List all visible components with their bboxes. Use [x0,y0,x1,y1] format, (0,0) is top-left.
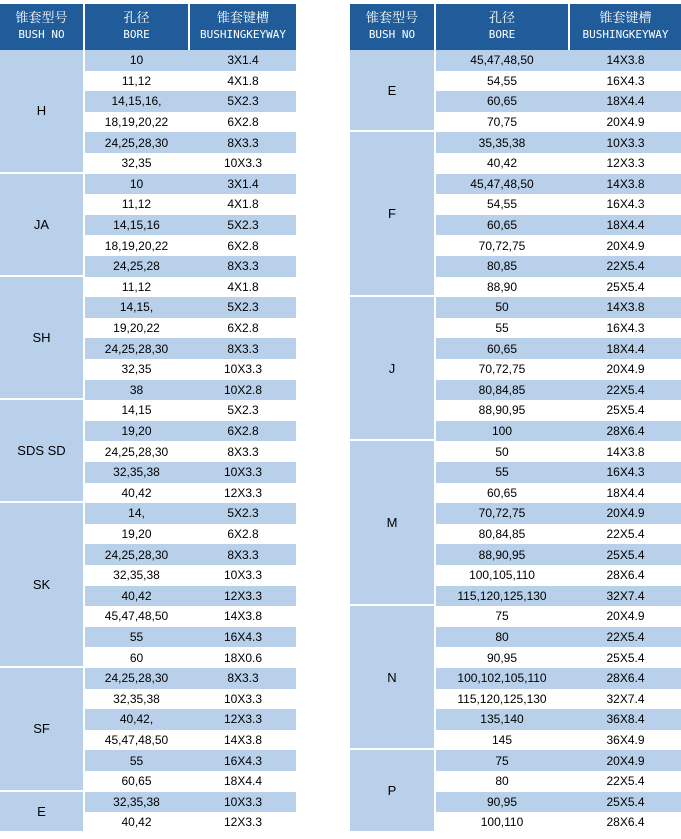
bore-cell: 88,90,95 [478,403,526,418]
bore-cell: 100,110 [480,815,524,830]
table-row [85,235,296,256]
bore-cell: 75 [495,609,509,624]
keyway-cell: 10X2.8 [223,382,263,397]
bore-cell: 11,12 [121,279,152,294]
keyway-cell: 20X4.9 [606,238,645,253]
bush-no-cell: E [350,50,434,132]
keyway-cell: 8X3.3 [227,547,259,562]
table-row [436,771,681,792]
table-row [85,256,296,277]
keyway-cell: 6X2.8 [227,527,259,542]
table-row [85,318,296,339]
bore-cell: 55 [495,321,509,336]
header-bore [436,4,568,50]
keyway-cell: 25X5.4 [606,403,645,418]
keyway-cell: 32X7.4 [606,691,645,706]
bore-cell: 24,25,28 [113,259,160,274]
keyway-cell: 22X5.4 [606,630,645,645]
table-row [436,709,681,730]
keyway-cell: 4X1.8 [227,73,259,88]
table-row [85,544,296,565]
bore-cell: 55 [129,753,144,768]
keyway-cell: 18X4.4 [606,94,645,109]
right-table-header [350,4,681,50]
keyway-cell: 22X5.4 [606,527,645,542]
keyway-cell: 18X0.6 [223,650,263,665]
table-row [436,586,681,607]
header-bore-en: BORE [488,28,516,41]
table-row [85,359,296,380]
header-bush-no [350,4,434,50]
header-keyway [570,4,681,50]
bore-cell: 10 [129,53,144,68]
bore-cell: 40,42 [121,815,152,830]
table-row [436,132,681,153]
keyway-cell: 16X4.3 [606,465,645,480]
keyway-cell: 5X2.3 [227,506,259,521]
keyway-cell: 10X3.3 [223,465,263,480]
keyway-cell: 10X3.3 [223,568,263,583]
bore-cell: 54,55 [486,197,518,212]
table-row [85,606,296,627]
bore-cell: 32,35 [121,362,152,377]
bore-cell: 40,42, [119,712,154,727]
keyway-cell: 8X3.3 [227,341,259,356]
table-row [436,215,681,236]
header-keyway-en: BUSHINGKEYWAY [582,28,669,41]
keyway-cell: 6X2.8 [227,321,259,336]
keyway-cell: 20X4.9 [606,362,645,377]
bore-cell: 115,120,125,130 [457,588,547,603]
table-row [436,689,681,710]
table-row [85,132,296,153]
table-row [436,359,681,380]
header-bore-en: BORE [123,28,150,41]
table-row [436,153,681,174]
left-table-body [0,50,296,833]
table-row [436,400,681,421]
keyway-cell: 20X4.9 [606,609,645,624]
bore-cell: 80 [495,774,509,789]
keyway-cell: 10X3.3 [606,135,645,150]
keyway-cell: 22X5.4 [606,382,645,397]
table-row [436,462,681,483]
keyway-cell: 16X4.3 [606,73,645,88]
bore-cell: 60 [129,650,144,665]
bore-cell: 19,20 [121,424,152,439]
bore-cell: 135,140 [480,712,524,727]
bore-cell: 55 [129,630,144,645]
bore-cell: 60,65 [486,218,518,233]
bore-cell: 100,105,110 [469,568,535,583]
table-row [85,565,296,586]
header-keyway-cn: 锥套键槽 [599,11,652,26]
bore-cell: 70,72,75 [478,362,526,377]
keyway-cell: 14X3.8 [223,609,263,624]
keyway-cell: 16X4.3 [223,753,263,768]
table-row [436,792,681,813]
bore-cell: 24,25,28,30 [104,547,169,562]
bore-cell: 18,19,20,22 [104,238,169,253]
table-row [436,256,681,277]
bore-cell: 19,20 [121,527,152,542]
keyway-cell: 18X4.4 [606,218,645,233]
bush-no-cell: N [350,606,434,750]
bore-cell: 88,90,95 [478,547,526,562]
keyway-cell: 36X4.9 [606,733,645,748]
keyway-cell: 25X5.4 [606,279,645,294]
table-row [85,400,296,421]
keyway-cell: 28X6.4 [606,568,645,583]
table-row [436,647,681,668]
table-row [85,709,296,730]
table-row [85,112,296,133]
header-bore-cn: 孔径 [488,11,515,26]
header-keyway-cn: 锥套键槽 [216,11,269,26]
keyway-cell: 3X1.4 [227,53,259,68]
table-row [436,750,681,771]
table-row [85,524,296,545]
bore-cell: 50 [495,444,509,459]
bore-cell: 45,47,48,50 [470,176,534,191]
header-bush-no-cn: 锥套型号 [15,11,68,26]
bore-cell: 80,84,85 [478,527,526,542]
bore-cell: 10 [129,176,144,191]
bore-cell: 14,15, [119,300,154,315]
keyway-cell: 3X1.4 [227,176,259,191]
table-row [85,792,296,813]
keyway-cell: 6X2.8 [227,424,259,439]
bush-no-cell: M [350,441,434,606]
table-row [85,750,296,771]
bore-cell: 54,55 [486,73,518,88]
table-row [436,421,681,442]
table-row [85,812,296,833]
table-row [436,50,681,71]
left-keyway-table [0,4,296,833]
keyway-cell: 14X3.8 [606,300,645,315]
bore-cell: 100,102,105,110 [457,671,547,686]
bore-cell: 32,35,38 [113,568,160,583]
keyway-cell: 25X5.4 [606,794,645,809]
table-row [85,215,296,236]
table-row [436,194,681,215]
keyway-cell: 5X2.3 [227,218,259,233]
bush-no-cell: SK [0,503,83,668]
bore-cell: 14,15,16 [113,218,160,233]
table-row [85,586,296,607]
keyway-cell: 16X4.3 [606,321,645,336]
keyway-cell: 16X4.3 [223,630,263,645]
table-row [436,503,681,524]
header-bore [85,4,188,50]
keyway-cell: 22X5.4 [606,259,645,274]
bore-cell: 80,84,85 [478,382,526,397]
table-row [436,668,681,689]
bore-cell: 45,47,48,50 [104,733,169,748]
table-row [85,194,296,215]
keyway-cell: 20X4.9 [606,115,645,130]
right-keyway-table [350,4,681,833]
bore-cell: 11,12 [121,197,152,212]
table-row [85,380,296,401]
bore-cell: 145 [491,733,513,748]
keyway-cell: 25X5.4 [606,650,645,665]
keyway-cell: 12X3.3 [223,485,263,500]
header-bush-no-en: BUSH NO [368,28,416,41]
bush-no-cell: E [0,792,83,833]
bore-cell: 45,47,48,50 [470,53,534,68]
table-row [436,112,681,133]
table-row [436,71,681,92]
bush-no-cell: SDS SD [0,400,83,503]
table-row [436,524,681,545]
keyway-cell: 6X2.8 [227,115,259,130]
keyway-cell: 16X4.3 [606,197,645,212]
bore-cell: 90,95 [486,794,518,809]
bore-cell: 75 [495,753,509,768]
bore-cell: 40,42 [121,485,152,500]
table-row [85,668,296,689]
keyway-cell: 18X4.4 [606,485,645,500]
keyway-cell: 12X3.3 [223,712,263,727]
table-row [436,544,681,565]
bore-cell: 115,120,125,130 [457,691,547,706]
header-keyway [190,4,296,50]
table-row [436,730,681,751]
keyway-cell: 14X3.8 [606,444,645,459]
bush-no-cell: SF [0,668,83,792]
header-bush-no-cn: 锥套型号 [365,11,418,26]
keyway-cell: 20X4.9 [606,506,645,521]
bore-cell: 45,47,48,50 [104,609,169,624]
bore-cell: 32,35,38 [113,794,160,809]
header-bush-no-en: BUSH NO [18,28,65,41]
table-row [436,297,681,318]
keyway-cell: 18X4.4 [223,774,263,789]
table-row [85,71,296,92]
keyway-cell: 14X3.8 [606,176,645,191]
keyway-cell: 36X8.4 [606,712,645,727]
left-table-header [0,4,296,50]
keyway-cell: 8X3.3 [227,444,259,459]
bore-cell: 24,25,28,30 [104,135,169,150]
table-row [85,462,296,483]
keyway-cell: 20X4.9 [606,753,645,768]
bore-cell: 32,35,38 [113,465,160,480]
bore-cell: 35,35,38 [478,135,526,150]
table-row [85,421,296,442]
table-row [85,771,296,792]
keyway-cell: 18X4.4 [606,341,645,356]
bush-no-cell: H [0,50,83,174]
keyway-cell: 22X5.4 [606,774,645,789]
table-row [436,606,681,627]
bush-no-cell: F [350,132,434,297]
header-bush-no [0,4,83,50]
table-row [85,297,296,318]
table-row [85,483,296,504]
keyway-cell: 28X6.4 [606,815,645,830]
keyway-cell: 32X7.4 [606,588,645,603]
keyway-cell: 25X5.4 [606,547,645,562]
table-row [436,380,681,401]
bore-cell: 60,65 [121,774,152,789]
keyway-cell: 10X3.3 [223,794,263,809]
table-row [85,338,296,359]
table-row [436,277,681,298]
keyway-cell: 10X3.3 [223,362,263,377]
bore-cell: 88,90 [486,279,518,294]
bore-cell: 90,95 [486,650,518,665]
keyway-cell: 28X6.4 [606,671,645,686]
bore-cell: 11,12 [121,73,152,88]
keyway-cell: 4X1.8 [227,279,259,294]
bush-no-cell: J [350,297,434,441]
bore-cell: 24,25,28,30 [104,341,169,356]
keyway-cell: 8X3.3 [227,259,259,274]
bore-cell: 40,42 [486,156,518,171]
bore-cell: 14,15,16, [111,94,162,109]
right-table-body [350,50,681,833]
table-row [436,174,681,195]
keyway-cell: 8X3.3 [227,671,259,686]
table-row [85,647,296,668]
keyway-cell: 6X2.8 [227,238,259,253]
table-row [85,277,296,298]
keyway-cell: 8X3.3 [227,135,259,150]
table-row [85,689,296,710]
bore-cell: 32,35,38 [113,691,160,706]
bore-cell: 18,19,20,22 [104,115,169,130]
table-row [85,174,296,195]
bore-cell: 70,72,75 [478,238,526,253]
keyway-cell: 10X3.3 [223,156,263,171]
bore-cell: 14,15 [121,403,152,418]
bore-cell: 60,65 [486,94,518,109]
table-row [436,812,681,833]
keyway-cell: 12X3.3 [606,156,645,171]
bush-no-cell: P [350,750,434,832]
bore-cell: 55 [495,465,509,480]
keyway-cell: 12X3.3 [223,815,263,830]
table-row [85,441,296,462]
bore-cell: 32,35 [121,156,152,171]
bush-no-cell: SH [0,277,83,401]
header-bore-cn: 孔径 [123,11,150,26]
keyway-cell: 14X3.8 [606,53,645,68]
bore-cell: 80 [495,630,509,645]
keyway-cell: 12X3.3 [223,588,263,603]
keyway-cell: 5X2.3 [227,94,259,109]
table-row [436,441,681,462]
table-row [85,503,296,524]
keyway-cell: 14X3.8 [223,733,263,748]
bore-cell: 24,25,28,30 [104,444,169,459]
bore-cell: 50 [495,300,509,315]
bore-cell: 14, [128,506,145,521]
keyway-cell: 4X1.8 [227,197,259,212]
keyway-cell: 10X3.3 [223,691,263,706]
table-row [85,153,296,174]
table-row [85,50,296,71]
keyway-cell: 5X2.3 [227,300,259,315]
table-row [436,91,681,112]
table-row [436,627,681,648]
bore-cell: 60,65 [486,341,518,356]
table-row [436,235,681,256]
header-keyway-en: BUSHINGKEYWAY [199,28,287,41]
table-row [85,91,296,112]
bore-cell: 70,75 [486,115,518,130]
bore-cell: 40,42 [121,588,152,603]
bore-cell: 60,65 [486,485,518,500]
keyway-cell: 5X2.3 [227,403,259,418]
keyway-cell: 28X6.4 [606,424,645,439]
bore-cell: 80,85 [486,259,518,274]
bore-cell: 19,20,22 [113,321,160,336]
table-row [85,730,296,751]
table-row [436,318,681,339]
bush-no-cell: JA [0,174,83,277]
table-row [436,565,681,586]
table-row [436,338,681,359]
bore-cell: 24,25,28,30 [104,671,169,686]
table-row [436,483,681,504]
bore-cell: 100 [491,424,513,439]
bore-cell: 38 [129,382,144,397]
table-row [85,627,296,648]
bore-cell: 70,72,75 [478,506,526,521]
